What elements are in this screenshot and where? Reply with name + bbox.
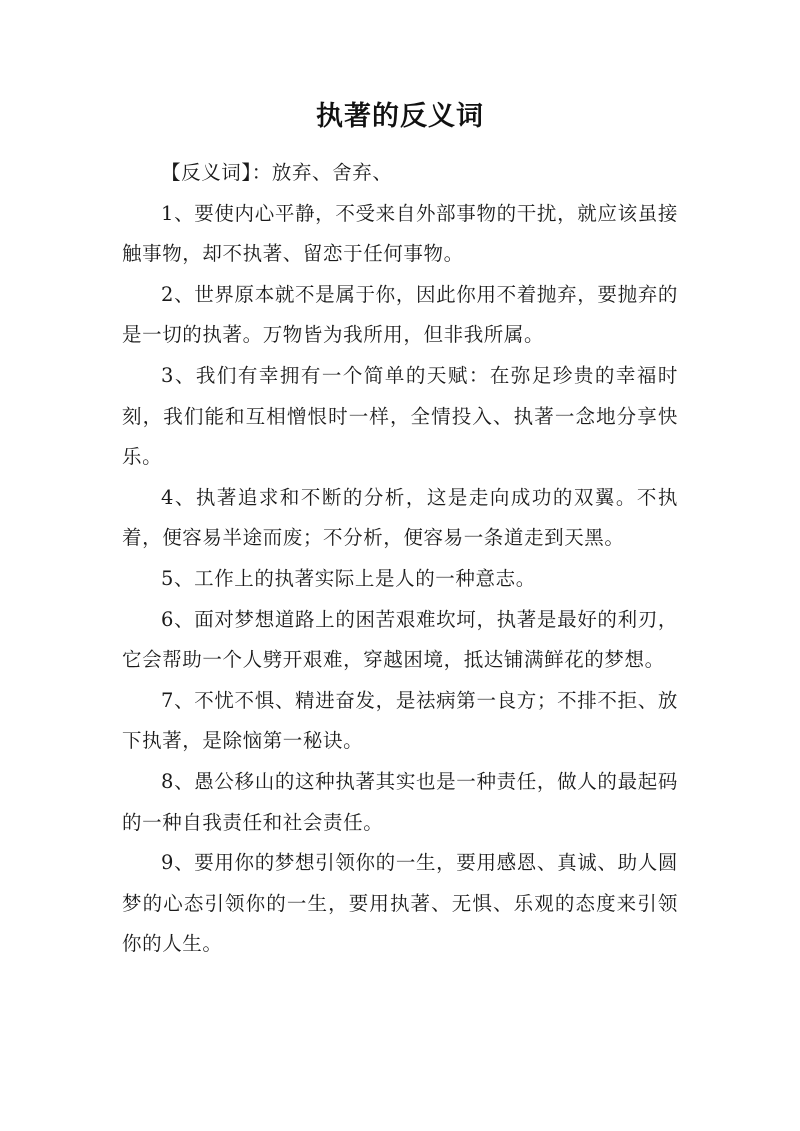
paragraph-2: 2、世界原本就不是属于你，因此你用不着抛弃，要抛弃的是一切的执著。万物皆为我所用，但非我所属。: [122, 282, 678, 347]
document-body: [122, 153, 678, 965]
paragraph-1: 1、要使内心平静，不受来自外部事物的干扰，就应该虽接触事物，却不执著、留恋于任何事物。: [122, 201, 678, 266]
paragraph-4: 4、执著追求和不断的分析，这是走向成功的双翼。不执着，便容易半途而废；不分析，便容易一条道走到天黑。: [122, 485, 678, 550]
antonym-line: 【反义词】：放弃、舍弃、: [161, 161, 393, 184]
paragraph-8: 8、愚公移山的这种执著其实也是一种责任，做人的最起码的一种自我责任和社会责任。: [122, 769, 678, 834]
paragraph-7: 7、不忧不惧、精进奋发，是祛病第一良方；不排不拒、放下执著，是除恼第一秘诀。: [122, 688, 678, 753]
paragraph-3: 3、我们有幸拥有一个简单的天赋：在弥足珍贵的幸福时刻，我们能和互相憎恨时一样，全情投入、执著一念地分享快乐。: [122, 363, 678, 469]
paragraph-6: 6、面对梦想道路上的困苦艰难坎坷，执著是最好的利刃，它会帮助一个人劈开艰难，穿越困境，抵达铺满鲜花的梦想。: [122, 607, 678, 672]
document-title: 执著的反义词: [316, 101, 484, 132]
paragraph-5: 5、工作上的执著实际上是人的一种意志。: [161, 566, 536, 590]
paragraph-9: 9、要用你的梦想引领你的一生，要用感恩、真诚、助人圆梦的心态引领你的一生，要用执著、无惧、乐观的态度来引领你的人生。: [122, 851, 678, 956]
